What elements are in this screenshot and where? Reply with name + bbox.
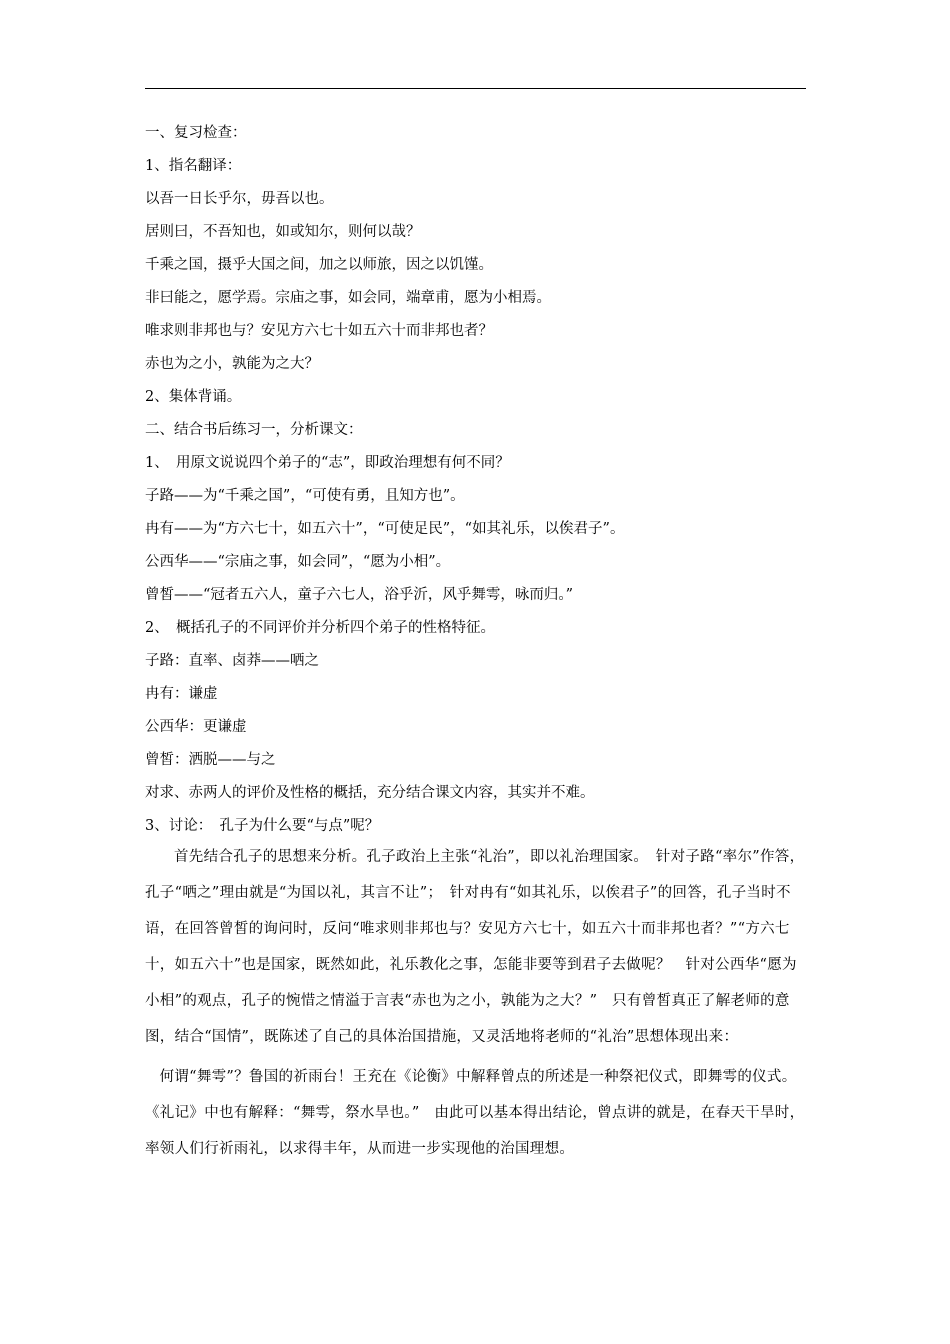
document-body xyxy=(145,124,806,1167)
section-heading-review: 一、复习检查： xyxy=(145,125,247,141)
answer-line: 冉有：谦虚 xyxy=(145,686,218,702)
question-discussion: 3、讨论： 孔子为什么要“与点”呢？ xyxy=(145,818,380,834)
quote-line: 赤也为之小，孰能为之大？ xyxy=(145,356,319,372)
quote-line: 以吾一日长乎尔，毋吾以也。 xyxy=(145,191,334,207)
answer-line: 子路：直率、卤莽——哂之 xyxy=(145,653,319,669)
answer-line: 对求、赤两人的评价及性格的概括，充分结合课文内容，其实并不难。 xyxy=(145,785,595,801)
item-recitation: 2、集体背诵。 xyxy=(145,389,242,405)
answer-line: 曾皙：洒脱——与之 xyxy=(145,752,276,768)
header-rule xyxy=(145,88,806,89)
question-ambitions: 1、 用原文说说四个弟子的“志”，即政治理想有何不同？ xyxy=(145,455,510,471)
quote-line: 居则曰，不吾知也，如或知尔，则何以哉？ xyxy=(145,224,421,240)
discussion-paragraph: 首先结合孔子的思想来分析。孔子政治上主张“礼治”，即以礼治理国家。 针对子路“率尔”作答，孔子“哂之”理由就是“为国以礼，其言不让”； 针对冉有“如其礼乐，以俟君子”的回答，孔子当时不语，在回答曾皙的询问时，反问“唯求则非邦也与？安见方六七十，如五六十而非邦也者？”“方六七十，如五六十”也是国家，既然如此，礼乐教化之事，怎能非要等到君子去做呢？ 针对公西华“愿为小相”的观点，孔子的惋惜之情溢于言表“赤也为之小，孰能为之大？” 只有曾皙真正了解老师的意图，结合“国情”，既陈述了自己的具体治国措施，又灵活地将老师的“礼治”思想体现出来： xyxy=(145,849,805,1045)
wuyu-paragraph: 何谓“舞雩”？鲁国的祈雨台！王充在《论衡》中解释曾点的所述是一种祭祀仪式，即舞雩的仪式。《礼记》中也有解释：“舞雩，祭水旱也。” 由此可以基本得出结论，曾点讲的就是，在春天干旱时，率领人们行祈雨礼，以求得丰年，从而进一步实现他的治国理想。 xyxy=(145,1069,805,1157)
answer-line: 公西华——“宗庙之事，如会同”，“愿为小相”。 xyxy=(145,554,451,570)
answer-line: 曾皙——“冠者五六人，童子六七人，浴乎沂，风乎舞雩，咏而归。” xyxy=(145,587,574,603)
question-characters: 2、 概括孔子的不同评价并分析四个弟子的性格特征。 xyxy=(145,620,495,636)
section-heading-analysis: 二、结合书后练习一，分析课文： xyxy=(145,422,363,438)
quote-line: 唯求则非邦也与？安见方六七十如五六十而非邦也者？ xyxy=(145,323,493,339)
answer-line: 公西华：更谦虚 xyxy=(145,719,247,735)
quote-line: 千乘之国，摄乎大国之间，加之以师旅，因之以饥馑。 xyxy=(145,257,493,273)
item-translation: 1、指名翻译： xyxy=(145,158,242,174)
answer-line: 冉有——为“方六七十，如五六十”，“可使足民”，“如其礼乐，以俟君子”。 xyxy=(145,521,625,537)
answer-line: 子路——为“千乘之国”，“可使有勇，且知方也”。 xyxy=(145,488,465,504)
quote-line: 非曰能之，愿学焉。宗庙之事，如会同，端章甫，愿为小相焉。 xyxy=(145,290,551,306)
